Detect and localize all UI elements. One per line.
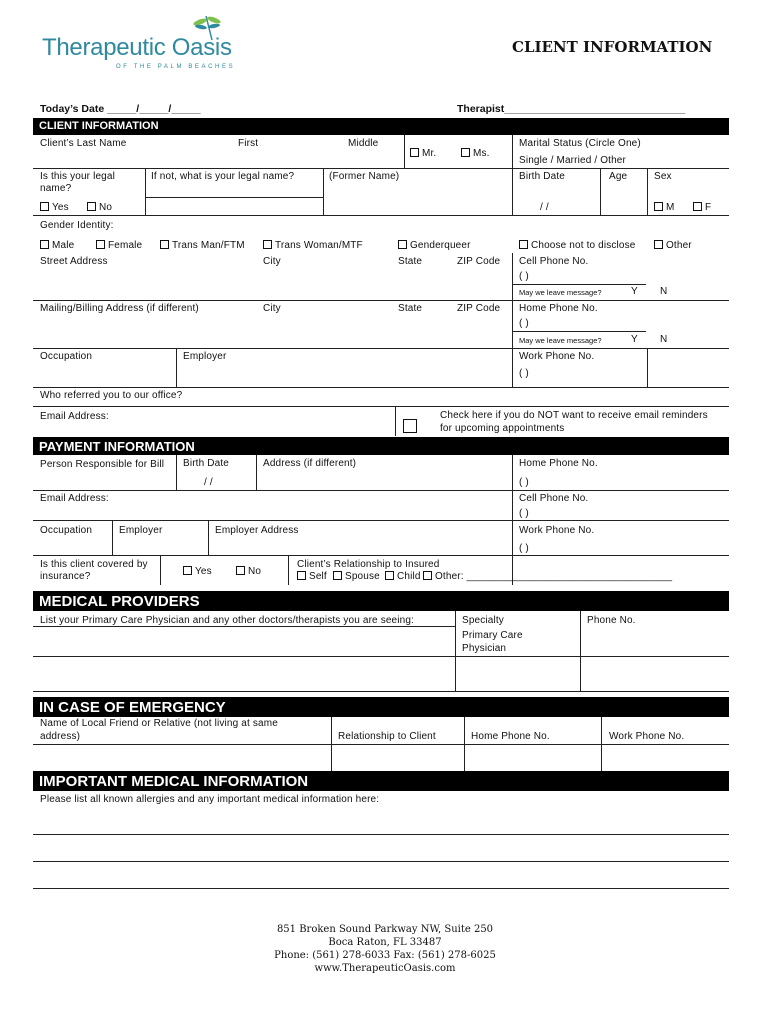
home-phone-field[interactable]: ( ) xyxy=(519,318,529,329)
payment-info-bar: PAYMENT INFORMATION xyxy=(33,437,729,455)
payment-employer-label: Employer xyxy=(119,525,163,536)
legal-name-label: If not, what is your legal name? xyxy=(151,171,295,182)
footer-address: 851 Broken Sound Parkway NW, Suite 250 xyxy=(276,924,494,935)
sex-m-checkbox[interactable]: M xyxy=(654,202,674,213)
gender-trans-woman-checkbox[interactable]: Trans Woman/MTF xyxy=(263,240,363,251)
email-opt-out-text-2: for upcoming appointments xyxy=(440,423,565,434)
cell-leave-message-yes[interactable]: Y xyxy=(631,286,638,297)
logo xyxy=(40,14,250,74)
home-phone-label: Home Phone No. xyxy=(519,303,598,314)
emergency-relationship-label: Relationship to Client xyxy=(338,731,436,742)
occupation-label: Occupation xyxy=(40,351,93,362)
former-name-label: (Former Name) xyxy=(329,171,400,182)
legal-name-question: Is this your legal xyxy=(40,171,115,182)
emergency-name-label-2: address) xyxy=(40,731,81,742)
insurance-yes-checkbox[interactable]: Yes xyxy=(183,566,212,577)
specialty-label: Specialty xyxy=(462,615,504,626)
mailing-state-label: State xyxy=(398,303,423,314)
payment-work-phone-label: Work Phone No. xyxy=(519,525,595,536)
primary-care-label-2: Physician xyxy=(462,643,507,654)
payment-work-phone-field[interactable]: ( ) xyxy=(519,543,529,554)
footer-website: www.TherapeuticOasis.com xyxy=(314,963,456,974)
marital-options[interactable]: Single / Married / Other xyxy=(519,155,626,166)
client-email-label: Email Address: xyxy=(40,411,109,422)
city-label: City xyxy=(263,256,281,267)
payment-cell-phone-label: Cell Phone No. xyxy=(519,493,589,504)
zip-label: ZIP Code xyxy=(457,256,501,267)
payment-birth-date-field[interactable]: / / xyxy=(204,477,213,488)
insurance-question: Is this client covered by xyxy=(40,559,148,570)
medical-providers-bar: MEDICAL PROVIDERS xyxy=(33,591,729,611)
street-address-label: Street Address xyxy=(40,256,108,267)
sex-label: Sex xyxy=(654,171,672,182)
home-leave-message-label: May we leave message? xyxy=(519,336,602,345)
legal-name-question-2: name? xyxy=(40,183,72,194)
legal-no-checkbox[interactable]: No xyxy=(87,202,112,213)
payment-home-phone-label: Home Phone No. xyxy=(519,458,598,469)
payment-cell-phone-field[interactable]: ( ) xyxy=(519,508,529,519)
home-leave-message-no[interactable]: N xyxy=(660,334,668,345)
allergies-line-1[interactable] xyxy=(33,834,729,835)
allergies-line-2[interactable] xyxy=(33,861,729,862)
birth-date-label: Birth Date xyxy=(519,171,565,182)
gender-female-checkbox[interactable]: Female xyxy=(96,240,142,251)
footer-phone-fax: Phone: (561) 278-6033 Fax: (561) 278-6025 xyxy=(274,950,496,961)
legal-yes-checkbox[interactable]: Yes xyxy=(40,202,69,213)
primary-care-label: Primary Care xyxy=(462,630,523,641)
referral-label: Who referred you to our office? xyxy=(40,390,183,401)
allergies-line-3[interactable] xyxy=(33,888,729,889)
gender-not-disclose-checkbox[interactable]: Choose not to disclose xyxy=(519,240,635,251)
payment-email-label: Email Address: xyxy=(40,493,109,504)
emergency-home-phone-label: Home Phone No. xyxy=(471,731,550,742)
page-title: CLIENT INFORMATION xyxy=(512,38,713,56)
mailing-address-label: Mailing/Billing Address (if different) xyxy=(40,303,199,314)
important-medical-bar: IMPORTANT MEDICAL INFORMATION xyxy=(33,771,729,791)
emergency-work-phone-label: Work Phone No. xyxy=(609,731,685,742)
insurance-no-checkbox[interactable]: No xyxy=(236,566,261,577)
marital-status-label: Marital Status (Circle One) xyxy=(519,138,641,149)
payment-birth-date-label: Birth Date xyxy=(183,458,229,469)
work-phone-field[interactable]: ( ) xyxy=(519,368,529,379)
allergies-instruction: Please list all known allergies and any important medical information here: xyxy=(40,794,380,805)
email-opt-out-checkbox[interactable] xyxy=(403,419,417,433)
todays-date-field[interactable]: Today’s Date _____/_____/_____ xyxy=(40,103,201,115)
gender-other-checkbox[interactable]: Other xyxy=(654,240,692,251)
cell-leave-message-label: May we leave message? xyxy=(519,288,602,297)
mr-checkbox[interactable]: Mr. xyxy=(410,148,436,159)
insured-relationship-label: Client’s Relationship to Insured xyxy=(297,559,440,570)
therapist-field[interactable]: Therapist_______________________________ xyxy=(457,103,686,115)
work-phone-label: Work Phone No. xyxy=(519,351,595,362)
rel-self-checkbox[interactable]: Self xyxy=(297,571,327,582)
payment-address-label: Address (if different) xyxy=(263,458,357,469)
birth-date-field[interactable]: / / xyxy=(540,202,549,213)
gender-trans-man-checkbox[interactable]: Trans Man/FTM xyxy=(160,240,245,251)
cell-phone-label: Cell Phone No. xyxy=(519,256,589,267)
home-leave-message-yes[interactable]: Y xyxy=(631,334,638,345)
employer-label: Employer xyxy=(183,351,227,362)
state-label: State xyxy=(398,256,423,267)
responsible-party-label: Person Responsible for Bill xyxy=(40,459,165,470)
sex-f-checkbox[interactable]: F xyxy=(693,202,711,213)
mailing-zip-label: ZIP Code xyxy=(457,303,501,314)
provider-phone-label: Phone No. xyxy=(587,615,636,626)
client-info-bar: CLIENT INFORMATION xyxy=(33,118,729,135)
age-label: Age xyxy=(609,171,628,182)
employer-address-label: Employer Address xyxy=(215,525,299,536)
cell-phone-field[interactable]: ( ) xyxy=(519,271,529,282)
middle-name-label: Middle xyxy=(348,138,379,149)
mailing-city-label: City xyxy=(263,303,281,314)
rel-other-checkbox[interactable]: Other: ____________________________________ xyxy=(423,571,672,582)
cell-leave-message-no[interactable]: N xyxy=(660,286,668,297)
email-opt-out-text: Check here if you do NOT want to receive email reminders xyxy=(440,410,708,421)
first-name-label: First xyxy=(238,138,259,149)
payment-home-phone-field[interactable]: ( ) xyxy=(519,477,529,488)
last-name-label: Client’s Last Name xyxy=(40,138,127,149)
gender-identity-label: Gender Identity: xyxy=(40,220,114,231)
footer-city: Boca Raton, FL 33487 xyxy=(328,937,442,948)
logo-wordmark: Therapeutic Oasis xyxy=(42,34,232,61)
emergency-bar: IN CASE OF EMERGENCY xyxy=(33,697,729,717)
logo-tagline: OF THE PALM BEACHES xyxy=(116,64,236,70)
gender-male-checkbox[interactable]: Male xyxy=(40,240,74,251)
ms-checkbox[interactable]: Ms. xyxy=(461,148,490,159)
emergency-name-label: Name of Local Friend or Relative (not living at same xyxy=(40,718,278,729)
rel-child-checkbox[interactable]: Child xyxy=(385,571,421,582)
providers-instruction: List your Primary Care Physician and any other doctors/therapists you are seeing: xyxy=(40,615,414,626)
payment-occupation-label: Occupation xyxy=(40,525,93,536)
rel-spouse-checkbox[interactable]: Spouse xyxy=(333,571,380,582)
insurance-question-2: insurance? xyxy=(40,571,91,582)
gender-genderqueer-checkbox[interactable]: Genderqueer xyxy=(398,240,471,251)
